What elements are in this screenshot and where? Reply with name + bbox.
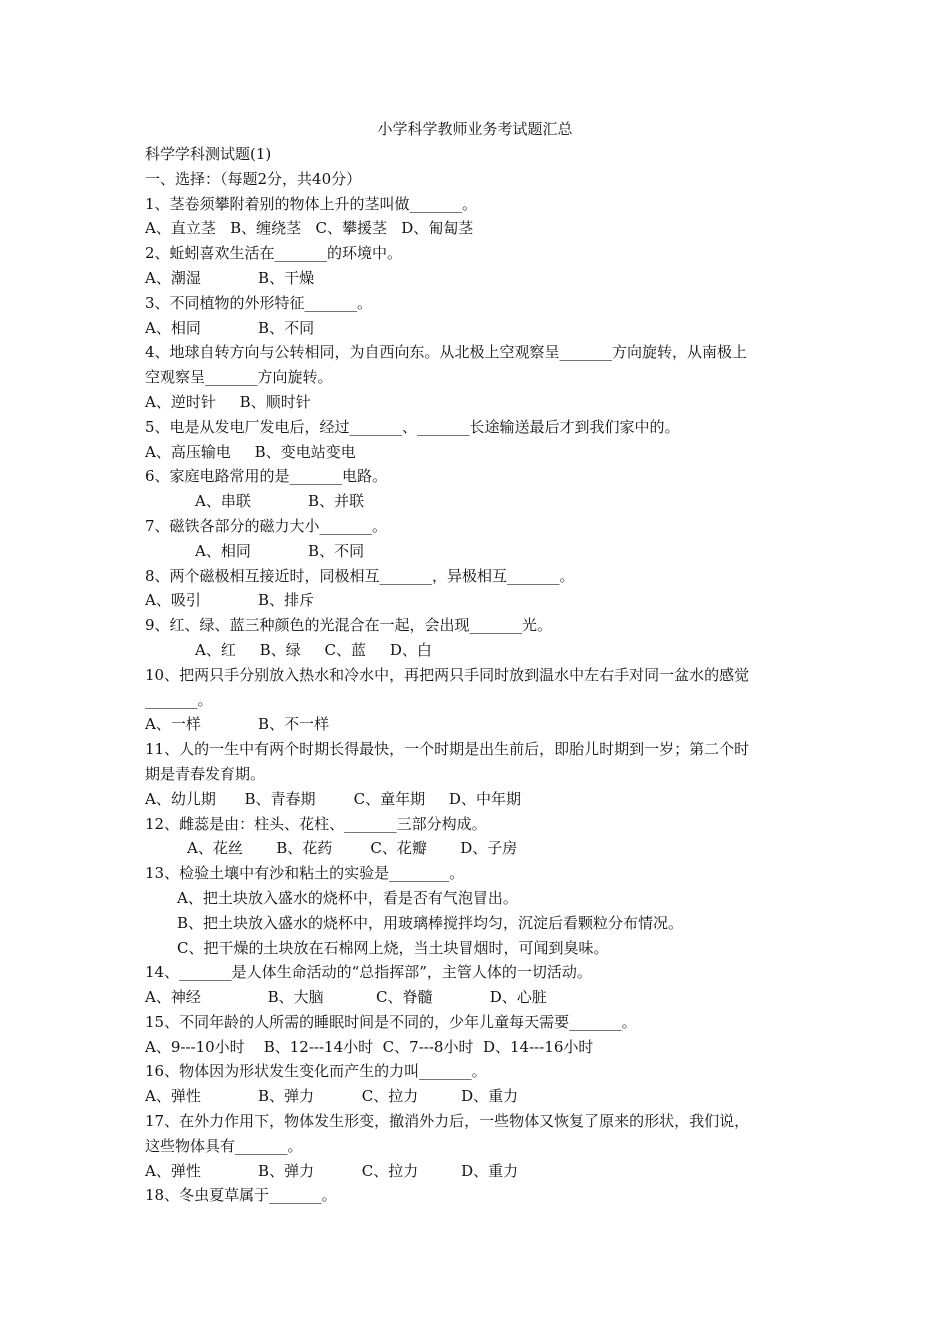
option-13-c: C、把干燥的土块放在石棉网上烧，当土块冒烟时，可闻到臭味。 (177, 938, 609, 957)
section-heading: 科学学科测试题(1) (145, 145, 272, 163)
options-12: A、花丝 B、花药 C、花瓣 D、子房 (187, 839, 518, 858)
options-17: A、弹性 B、弹力 C、拉力 D、重力 (145, 1161, 519, 1180)
question-10-cont: _______。 (145, 690, 213, 709)
question-list (145, 142, 810, 1208)
question-4-cont: 空观察呈_______方向旋转。 (145, 368, 333, 387)
document-title: 小学科学教师业务考试题汇总 (377, 120, 573, 138)
question-17-cont: 这些物体具有_______。 (145, 1136, 303, 1155)
option-13-b: B、把土块放入盛水的烧杯中，用玻璃棒搅拌均匀，沉淀后看颗粒分布情况。 (177, 913, 684, 932)
question-10: 10、把两只手分别放入热水和冷水中，再把两只手同时放到温水中左右手对同一盆水的感觉 (145, 665, 750, 684)
part-heading: 一、选择：（每题2分，共40分） (145, 169, 362, 188)
options-3: A、相同 B、不同 (145, 318, 315, 337)
question-3: 3、不同植物的外形特征_______。 (145, 293, 373, 312)
question-15: 15、不同年龄的人所需的睡眠时间是不同的，少年儿童每天需要_______。 (145, 1012, 637, 1031)
question-14: 14、_______是人体生命活动的“总指挥部”，主管人体的一切活动。 (145, 963, 592, 982)
options-15: A、9---10小时 B、12---14小时 C、7---8小时 D、14---16小时 (145, 1037, 594, 1056)
options-8: A、吸引 B、排斥 (145, 591, 315, 610)
option-13-a: A、把土块放入盛水的烧杯中，看是否有气泡冒出。 (177, 888, 518, 907)
question-2: 2、蚯蚓喜欢生活在_______的环境中。 (145, 244, 403, 263)
options-7: A、相同 B、不同 (195, 541, 365, 560)
options-14: A、神经 B、大脑 C、脊髓 D、心脏 (145, 988, 547, 1007)
options-16: A、弹性 B、弹力 C、拉力 D、重力 (145, 1087, 519, 1106)
question-1: 1、茎卷须攀附着别的物体上升的茎叫做_______。 (145, 194, 478, 213)
question-6: 6、家庭电路常用的是_______电路。 (145, 467, 388, 486)
question-11-cont: 期是青春发育期。 (145, 764, 266, 783)
question-8: 8、两个磁极相互接近时，同极相互_______，异极相互_______。 (145, 566, 575, 585)
options-11: A、幼儿期 B、青春期 C、童年期 D、中年期 (145, 789, 521, 808)
question-17: 17、在外力作用下，物体发生形变，撤消外力后，一些物体又恢复了原来的形状，我们说， (145, 1112, 750, 1131)
question-7: 7、磁铁各部分的磁力大小_______。 (145, 516, 388, 535)
options-4: A、逆时针 B、顺时针 (145, 392, 311, 411)
question-11: 11、人的一生中有两个时期长得最快，一个时期是出生前后，即胎儿时期到一岁；第二个时 (145, 740, 750, 759)
options-1: A、直立茎 B、缠绕茎 C、攀援茎 D、匍匐茎 (145, 219, 474, 238)
options-6: A、串联 B、并联 (195, 492, 365, 511)
question-18: 18、冬虫夏草属于_______。 (145, 1186, 337, 1205)
question-12: 12、雌蕊是由：柱头、花柱、_______三部分构成。 (145, 814, 487, 833)
question-13: 13、检验土壤中有沙和粘土的实验是________。 (145, 864, 465, 883)
question-9: 9、红、绿、蓝三种颜色的光混合在一起，会出现_______光。 (145, 616, 553, 635)
options-2: A、潮湿 B、干燥 (145, 268, 315, 287)
question-4: 4、地球自转方向与公转相同，为自西向东。从北极上空观察呈_______方向旋转，从南极上 (145, 343, 748, 362)
options-9: A、红 B、绿 C、蓝 D、白 (195, 640, 432, 659)
options-10: A、一样 B、不一样 (145, 715, 330, 734)
options-5: A、高压输电 B、变电站变电 (145, 442, 356, 461)
question-5: 5、电是从发电厂发电后，经过_______、_______长途输送最后才到我们家中的。 (145, 417, 680, 436)
question-16: 16、物体因为形状发生变化而产生的力叫_______。 (145, 1062, 487, 1081)
